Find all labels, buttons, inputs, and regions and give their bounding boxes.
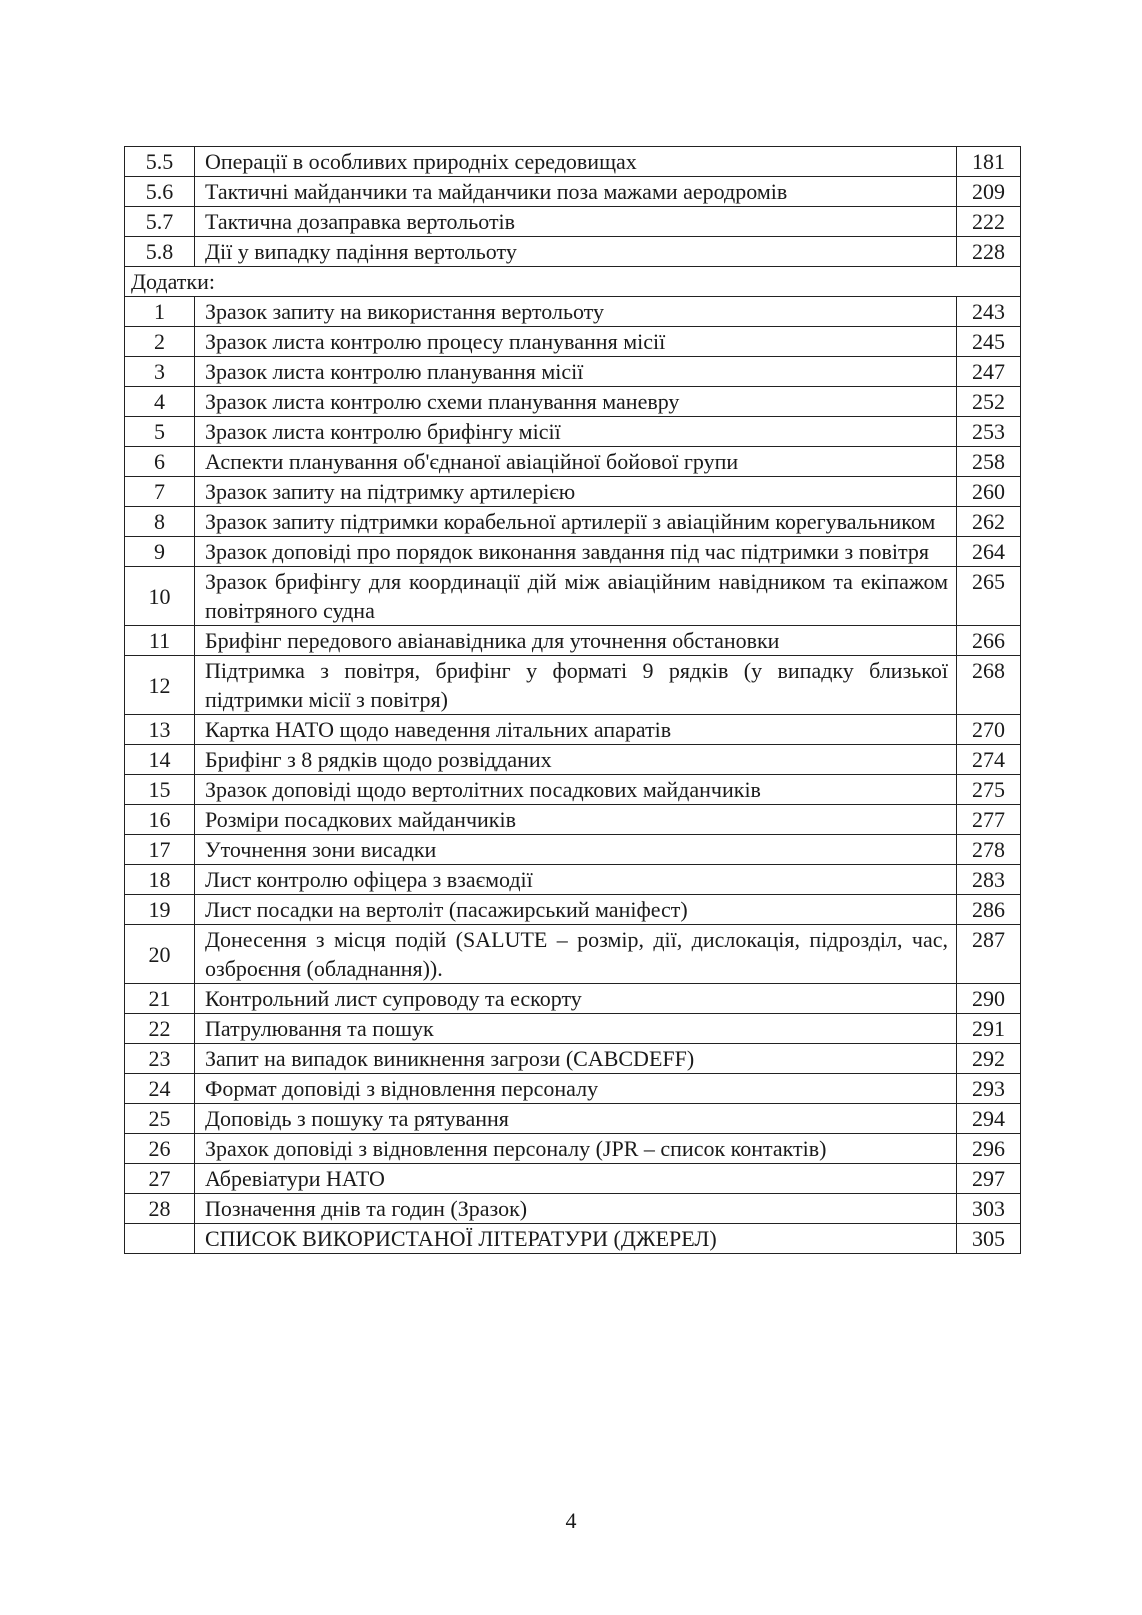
- entry-title: Тактична дозаправка вертольотів: [195, 207, 957, 237]
- entry-number: 5.8: [125, 237, 195, 267]
- entry-page: 252: [957, 387, 1021, 417]
- page-number: 4: [565, 1508, 577, 1533]
- entry-number: 13: [125, 715, 195, 745]
- entry-number: 17: [125, 835, 195, 865]
- entry-page: 275: [957, 775, 1021, 805]
- entry-page: 209: [957, 177, 1021, 207]
- toc-row: [125, 656, 1021, 715]
- toc-row: [125, 207, 1021, 237]
- entry-page: 265: [957, 567, 1021, 626]
- entry-page: 260: [957, 477, 1021, 507]
- entry-title: Зразок листа контролю процесу планування місії: [195, 327, 957, 357]
- entry-number: 11: [125, 626, 195, 656]
- entry-title: Підтримка з повітря, брифінг у форматі 9 рядків (у випадку близької підтримки місії з повітря): [195, 656, 957, 715]
- entry-page: 245: [957, 327, 1021, 357]
- entry-title: Патрулювання та пошук: [195, 1014, 957, 1044]
- table-of-contents: [124, 146, 1021, 1254]
- toc-row: [125, 1164, 1021, 1194]
- entry-title: Тактичні майданчики та майданчики поза мажами аеродромів: [195, 177, 957, 207]
- entry-title: Брифінг передового авіанавідника для уточнення обстановки: [195, 626, 957, 656]
- toc-row: [125, 327, 1021, 357]
- toc-row: [125, 626, 1021, 656]
- entry-title: Операції в особливих природніх середовищах: [195, 147, 957, 177]
- toc-row: [125, 984, 1021, 1014]
- entry-number: 16: [125, 805, 195, 835]
- toc-row: [125, 1104, 1021, 1134]
- toc-row: [125, 835, 1021, 865]
- entry-page: 283: [957, 865, 1021, 895]
- entry-number: 2: [125, 327, 195, 357]
- entry-number: 23: [125, 1044, 195, 1074]
- entry-title: Брифінг з 8 рядків щодо розвідданих: [195, 745, 957, 775]
- entry-number: 18: [125, 865, 195, 895]
- entry-title: Донесення з місця подій (SALUTE – розмір, дії, дислокація, підрозділ, час, озброєння (обладнання)).: [195, 925, 957, 984]
- entry-title: Аспекти планування об'єднаної авіаційної бойової групи: [195, 447, 957, 477]
- entry-title: Запит на випадок виникнення загрози (CABCDEFF): [195, 1044, 957, 1074]
- entry-page: 277: [957, 805, 1021, 835]
- entry-title: Картка НАТО щодо наведення літальних апаратів: [195, 715, 957, 745]
- entry-title: Контрольний лист супроводу та ескорту: [195, 984, 957, 1014]
- entry-page: 286: [957, 895, 1021, 925]
- entry-page: 303: [957, 1194, 1021, 1224]
- entry-page: 297: [957, 1164, 1021, 1194]
- entry-page: 296: [957, 1134, 1021, 1164]
- entry-number: 10: [125, 567, 195, 626]
- appendix-rows: [125, 297, 1021, 1254]
- entry-title: Зразок листа контролю планування місії: [195, 357, 957, 387]
- toc-row: [125, 745, 1021, 775]
- entry-title: Зразок доповіді про порядок виконання завдання під час підтримки з повітря: [195, 537, 957, 567]
- toc-row: [125, 865, 1021, 895]
- entry-number: [125, 1224, 195, 1254]
- entry-number: 27: [125, 1164, 195, 1194]
- entry-page: 293: [957, 1074, 1021, 1104]
- toc-row: [125, 1194, 1021, 1224]
- toc-row: [125, 237, 1021, 267]
- entry-title: Розміри посадкових майданчиків: [195, 805, 957, 835]
- toc-row: [125, 297, 1021, 327]
- entry-number: 8: [125, 507, 195, 537]
- entry-page: 264: [957, 537, 1021, 567]
- entry-number: 4: [125, 387, 195, 417]
- entry-number: 5: [125, 417, 195, 447]
- toc-row: [125, 147, 1021, 177]
- toc-row: [125, 1014, 1021, 1044]
- entry-number: 25: [125, 1104, 195, 1134]
- entry-number: 12: [125, 656, 195, 715]
- entry-number: 5.6: [125, 177, 195, 207]
- entry-title: Зразок брифінгу для координації дій між авіаційним навідником та екіпажом повітряного судна: [195, 567, 957, 626]
- entry-number: 3: [125, 357, 195, 387]
- chapter-rows: [125, 147, 1021, 267]
- entry-title: Зразок запиту на використання вертольоту: [195, 297, 957, 327]
- entry-title: Формат доповіді з відновлення персоналу: [195, 1074, 957, 1104]
- entry-number: 5.7: [125, 207, 195, 237]
- entry-page: 228: [957, 237, 1021, 267]
- entry-number: 19: [125, 895, 195, 925]
- entry-number: 28: [125, 1194, 195, 1224]
- toc-row: [125, 447, 1021, 477]
- appendix-heading-spacer: [957, 267, 1021, 297]
- entry-page: 253: [957, 417, 1021, 447]
- entry-title: Уточнення зони висадки: [195, 835, 957, 865]
- entry-page: 294: [957, 1104, 1021, 1134]
- entry-title: Зразок запиту підтримки корабельної артилерії з авіаційним корегувальником: [195, 507, 957, 537]
- entry-number: 26: [125, 1134, 195, 1164]
- entry-number: 14: [125, 745, 195, 775]
- entry-page: 287: [957, 925, 1021, 984]
- entry-number: 15: [125, 775, 195, 805]
- entry-page: 247: [957, 357, 1021, 387]
- entry-number: 24: [125, 1074, 195, 1104]
- entry-title: Зразок доповіді щодо вертолітних посадкових майданчиків: [195, 775, 957, 805]
- entry-number: 20: [125, 925, 195, 984]
- toc-row: [125, 715, 1021, 745]
- entry-page: 222: [957, 207, 1021, 237]
- entry-page: 290: [957, 984, 1021, 1014]
- entry-title: Зразок запиту на підтримку артилерією: [195, 477, 957, 507]
- toc-row: [125, 177, 1021, 207]
- toc-row: [125, 357, 1021, 387]
- entry-title: СПИСОК ВИКОРИСТАНОЇ ЛІТЕРАТУРИ (ДЖЕРЕЛ): [195, 1224, 957, 1254]
- toc-row: [125, 477, 1021, 507]
- entry-title: Зразок листа контролю схеми планування маневру: [195, 387, 957, 417]
- toc-row: [125, 925, 1021, 984]
- entry-page: 243: [957, 297, 1021, 327]
- entry-page: 274: [957, 745, 1021, 775]
- entry-page: 258: [957, 447, 1021, 477]
- toc-row: [125, 1134, 1021, 1164]
- toc-row: [125, 895, 1021, 925]
- appendix-heading: Додатки:: [125, 267, 957, 297]
- entry-page: 262: [957, 507, 1021, 537]
- entry-page: 291: [957, 1014, 1021, 1044]
- entry-page: 270: [957, 715, 1021, 745]
- toc-row: [125, 1044, 1021, 1074]
- entry-page: 305: [957, 1224, 1021, 1254]
- entry-page: 278: [957, 835, 1021, 865]
- toc-row: [125, 775, 1021, 805]
- entry-page: 292: [957, 1044, 1021, 1074]
- entry-page: 268: [957, 656, 1021, 715]
- entry-title: Лист посадки на вертоліт (пасажирський маніфест): [195, 895, 957, 925]
- entry-number: 9: [125, 537, 195, 567]
- entry-title: Позначення днів та годин (Зразок): [195, 1194, 957, 1224]
- toc-row: [125, 537, 1021, 567]
- entry-title: Абревіатури НАТО: [195, 1164, 957, 1194]
- entry-title: Доповідь з пошуку та рятування: [195, 1104, 957, 1134]
- entry-number: 1: [125, 297, 195, 327]
- entry-page: 266: [957, 626, 1021, 656]
- entry-title: Дії у випадку падіння вертольоту: [195, 237, 957, 267]
- toc-row: [125, 567, 1021, 626]
- entry-page: 181: [957, 147, 1021, 177]
- entry-title: Зрахок доповіді з відновлення персоналу (JPR – список контактів): [195, 1134, 957, 1164]
- toc-row: [125, 805, 1021, 835]
- appendix-section: [125, 267, 1021, 297]
- entry-number: 6: [125, 447, 195, 477]
- entry-title: Лист контролю офіцера з взаємодії: [195, 865, 957, 895]
- entry-number: 22: [125, 1014, 195, 1044]
- toc-row: [125, 387, 1021, 417]
- toc-row: [125, 417, 1021, 447]
- appendix-heading-row: [125, 267, 1021, 297]
- entry-title: Зразок листа контролю брифінгу місії: [195, 417, 957, 447]
- toc-row: [125, 1224, 1021, 1254]
- toc-row: [125, 1074, 1021, 1104]
- entry-number: 5.5: [125, 147, 195, 177]
- entry-number: 7: [125, 477, 195, 507]
- entry-number: 21: [125, 984, 195, 1014]
- toc-row: [125, 507, 1021, 537]
